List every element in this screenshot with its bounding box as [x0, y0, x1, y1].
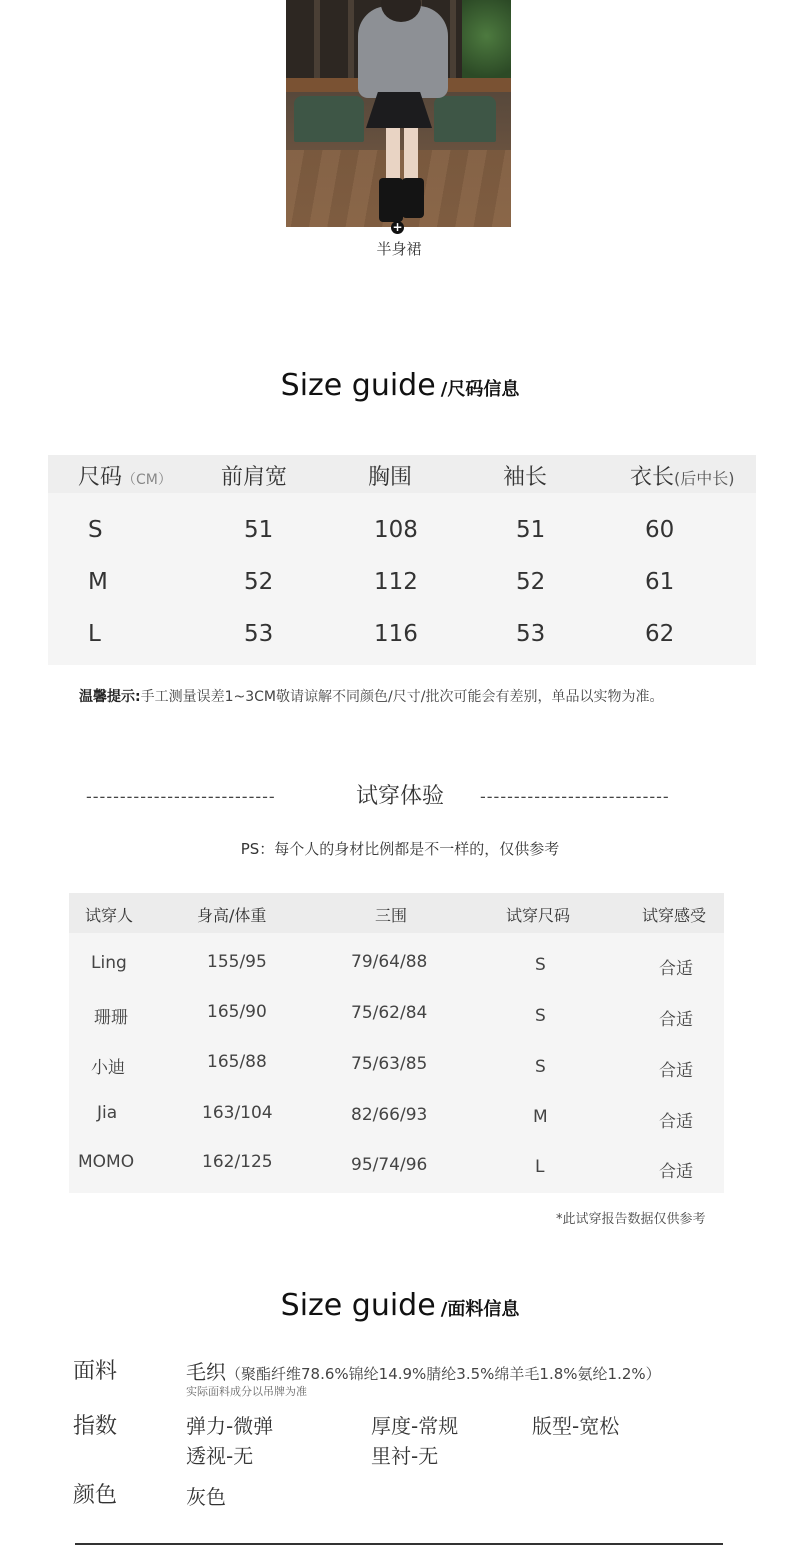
elastic-value: 弹力-微弹 [186, 1414, 274, 1438]
thickness-value: 厚度-常规 [371, 1414, 459, 1438]
header-length [630, 460, 735, 491]
header-shoulder: 前肩宽 [221, 465, 288, 490]
cell-sleeve: 53 [516, 621, 546, 647]
cell-feel: 合适 [659, 1162, 693, 1182]
cell-height-weight: 165/88 [207, 1052, 267, 1072]
cell-measurements: 95/74/96 [351, 1155, 428, 1175]
header-try-size: 试穿尺码 [506, 906, 571, 925]
header-length-label: 衣长 [630, 465, 675, 490]
cell-person: 小迪 [91, 1058, 125, 1078]
fabric-title-en: Size guide [280, 1288, 436, 1323]
photo-boot [402, 178, 424, 218]
cell-chest: 116 [374, 621, 418, 647]
cell-chest: 108 [374, 517, 418, 543]
lining-value: 里衬-无 [371, 1444, 439, 1468]
left-dashes: ---------------------------- [86, 787, 276, 801]
header-feel: 试穿感受 [642, 906, 707, 925]
cell-person: Jia [97, 1103, 118, 1123]
size-guide-title-cn: /尺码信息 [440, 379, 520, 400]
cell-person: 珊珊 [94, 1008, 128, 1028]
cell-try-size: S [535, 1006, 546, 1026]
material-name: 毛织 [186, 1360, 226, 1384]
cell-try-size: L [535, 1157, 545, 1177]
fit-value: 版型-宽松 [532, 1414, 620, 1438]
notice-label: 温馨提示: [79, 689, 141, 705]
header-sleeve: 袖长 [503, 465, 548, 490]
table-row [48, 609, 756, 661]
size-notice [79, 686, 663, 706]
cell-size: L [88, 621, 101, 647]
cell-sleeve: 52 [516, 569, 546, 595]
table-row [69, 1151, 724, 1201]
size-guide-title [0, 368, 800, 403]
table-row [69, 1101, 724, 1151]
cell-size: M [88, 569, 108, 595]
size-table [48, 455, 756, 665]
photo-plant [462, 0, 511, 90]
header-person: 试穿人 [85, 906, 134, 925]
header-chest: 胸围 [368, 465, 413, 490]
material-label: 面料 [73, 1359, 118, 1384]
right-dashes: ---------------------------- [480, 787, 670, 801]
table-row [48, 505, 756, 557]
table-row [69, 949, 724, 999]
cell-try-size: M [533, 1107, 548, 1127]
cell-measurements: 82/66/93 [351, 1105, 428, 1125]
see-through-value: 透视-无 [186, 1444, 254, 1468]
header-size [78, 460, 172, 491]
table-row [69, 1000, 724, 1050]
material-note: 实际面料成分以吊牌为准 [186, 1385, 307, 1398]
cell-height-weight: 155/95 [207, 952, 267, 972]
header-measurements: 三围 [375, 906, 408, 925]
cell-height-weight: 165/90 [207, 1002, 267, 1022]
cell-feel: 合适 [659, 1061, 693, 1081]
try-on-ps: PS：每个人的身材比例都是不一样的，仅供参考 [240, 840, 560, 858]
size-guide-title-en: Size guide [280, 368, 436, 403]
photo-chair [434, 96, 496, 142]
cell-try-size: S [535, 955, 546, 975]
fabric-title [0, 1288, 800, 1323]
cell-person: Ling [91, 953, 127, 973]
index-label: 指数 [73, 1414, 118, 1439]
cell-person: MOMO [78, 1152, 135, 1172]
cell-measurements: 75/63/85 [351, 1054, 428, 1074]
cell-measurements: 75/62/84 [351, 1003, 428, 1023]
cell-size: S [88, 517, 103, 543]
header-size-unit: （CM） [122, 472, 172, 488]
material-value [186, 1356, 661, 1385]
try-on-table-header [69, 893, 724, 933]
cell-chest: 112 [374, 569, 418, 595]
bottom-divider [75, 1543, 723, 1545]
try-on-title [0, 779, 800, 809]
header-size-label: 尺码 [78, 465, 123, 490]
cell-length: 61 [645, 569, 675, 595]
cell-height-weight: 163/104 [202, 1103, 273, 1123]
cell-shoulder: 53 [244, 621, 274, 647]
cell-feel: 合适 [659, 1112, 693, 1132]
size-table-header [48, 455, 756, 493]
product-photo [286, 0, 511, 227]
try-on-table [69, 893, 724, 1193]
material-detail: （聚酯纤维78.6%锦纶14.9%腈纶3.5%绵羊毛1.8%氨纶1.2%） [226, 1365, 661, 1383]
notice-text: 手工测量误差1~3CM敬请谅解不同颜色/尺寸/批次可能会有差别，单品以实物为准。 [140, 689, 664, 705]
cell-height-weight: 162/125 [202, 1152, 273, 1172]
cell-shoulder: 51 [244, 517, 274, 543]
cell-measurements: 79/64/88 [351, 952, 428, 972]
cell-try-size: S [535, 1057, 546, 1077]
report-note: *此试穿报告数据仅供参考 [556, 1212, 706, 1227]
plus-icon[interactable]: + [392, 220, 403, 234]
table-row [69, 1051, 724, 1101]
cell-sleeve: 51 [516, 517, 546, 543]
table-row [48, 557, 756, 609]
header-length-note: (后中长) [674, 469, 735, 488]
cell-feel: 合适 [659, 1010, 693, 1030]
color-value: 灰色 [186, 1485, 226, 1509]
photo-caption: 半身裙 [376, 240, 422, 258]
try-on-title-label: 试穿体验 [355, 784, 444, 809]
cell-feel: 合适 [659, 959, 693, 979]
cell-shoulder: 52 [244, 569, 274, 595]
fabric-title-cn: /面料信息 [440, 1299, 520, 1320]
photo-boot [379, 178, 403, 222]
cell-length: 62 [645, 621, 675, 647]
photo-chair [294, 96, 364, 142]
color-label: 颜色 [73, 1483, 118, 1508]
cell-length: 60 [645, 517, 675, 543]
header-height-weight: 身高/体重 [197, 906, 267, 925]
